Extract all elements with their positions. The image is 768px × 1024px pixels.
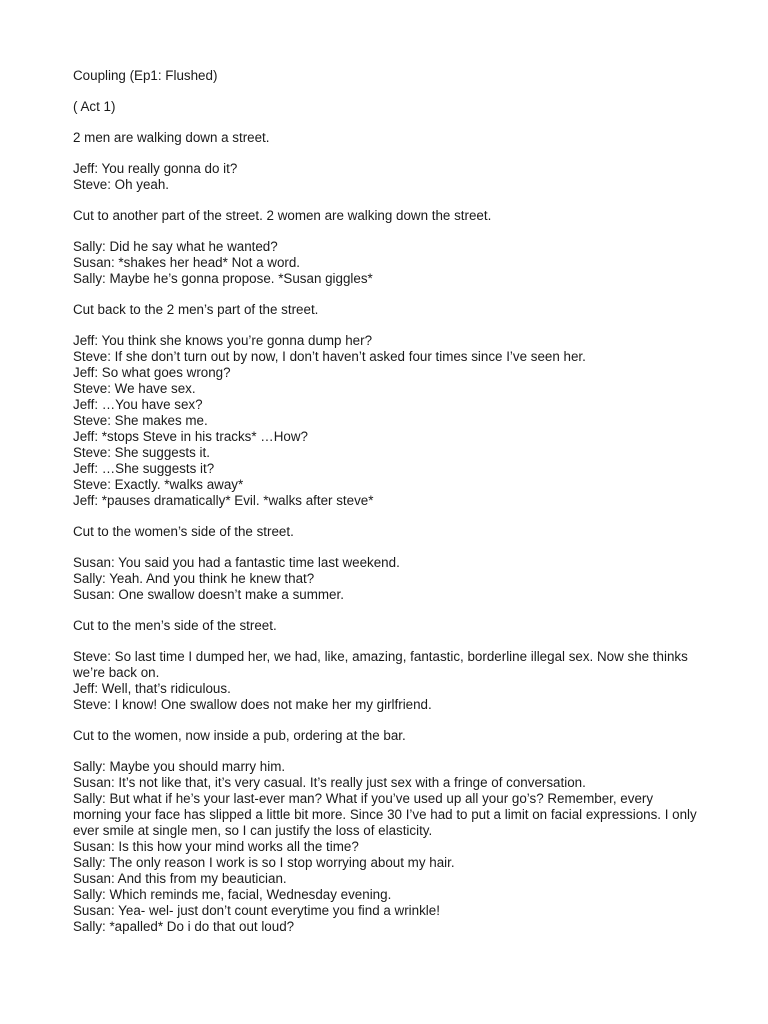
- dialogue-line: Sally: Did he say what he wanted?: [73, 239, 278, 254]
- stage-direction: [73, 302, 703, 318]
- dialogue-block: [73, 555, 703, 603]
- dialogue-line: Jeff: Well, that’s ridiculous.: [73, 681, 231, 696]
- dialogue-line: Sally: Maybe you should marry him.: [73, 759, 286, 774]
- stage-direction-text: Cut to the women’s side of the street.: [73, 524, 294, 539]
- stage-direction: [73, 130, 703, 146]
- act-heading-block: [73, 99, 703, 115]
- stage-direction: [73, 524, 703, 540]
- stage-direction-text: Cut to the men’s side of the street.: [73, 618, 277, 633]
- dialogue-line: Steve: Oh yeah.: [73, 177, 170, 192]
- dialogue-line: Jeff: You really gonna do it?: [73, 161, 238, 176]
- dialogue-line: Steve: She suggests it.: [73, 445, 210, 460]
- dialogue-block: [73, 333, 703, 509]
- dialogue-line: Sally: *apalled* Do i do that out loud?: [73, 919, 295, 934]
- stage-direction: [73, 728, 703, 744]
- dialogue-line: Sally: Which reminds me, facial, Wednesday evening.: [73, 887, 392, 902]
- dialogue-line: Steve: Exactly. *walks away*: [73, 477, 244, 492]
- dialogue-line: Jeff: …You have sex?: [73, 397, 203, 412]
- dialogue-line: Sally: But what if he’s your last-ever man? What if you’ve used up all your go’s? Remember, every morning your face has slipped a little bit more. Since 30 I’ve had to put a limit on facial expressions. I only ever smile at single men, so I can justify the loss of elasticity.: [73, 791, 697, 838]
- dialogue-line: Steve: So last time I dumped her, we had, like, amazing, fantastic, borderline illegal sex. Now she thinks we’re back on.: [73, 649, 688, 680]
- dialogue-line: Susan: And this from my beautician.: [73, 871, 287, 886]
- dialogue-line: Susan: Yea- wel- just don’t count everytime you find a wrinkle!: [73, 903, 440, 918]
- dialogue-block: [73, 649, 703, 713]
- stage-direction-text: 2 men are walking down a street.: [73, 130, 270, 145]
- dialogue-line: Steve: I know! One swallow does not make her my girlfriend.: [73, 697, 432, 712]
- dialogue-line: Steve: She makes me.: [73, 413, 208, 428]
- script-title-block: [73, 68, 703, 84]
- dialogue-line: Jeff: *stops Steve in his tracks* …How?: [73, 429, 308, 444]
- dialogue-line: Steve: If she don’t turn out by now, I don’t haven’t asked four times since I’ve seen her.: [73, 349, 586, 364]
- stage-direction-text: Cut to another part of the street. 2 women are walking down the street.: [73, 208, 492, 223]
- script-title: Coupling (Ep1: Flushed): [73, 68, 218, 83]
- stage-direction-text: Cut back to the 2 men’s part of the street.: [73, 302, 319, 317]
- dialogue-block: [73, 239, 703, 287]
- dialogue-line: Jeff: *pauses dramatically* Evil. *walks after steve*: [73, 493, 374, 508]
- script-body: [73, 68, 703, 950]
- dialogue-line: Susan: Is this how your mind works all the time?: [73, 839, 359, 854]
- dialogue-line: Susan: You said you had a fantastic time last weekend.: [73, 555, 400, 570]
- dialogue-line: Susan: It’s not like that, it’s very casual. It’s really just sex with a fringe of conversation.: [73, 775, 586, 790]
- dialogue-line: Susan: *shakes her head* Not a word.: [73, 255, 301, 270]
- act-heading: ( Act 1): [73, 99, 116, 114]
- dialogue-line: Sally: Yeah. And you think he knew that?: [73, 571, 315, 586]
- dialogue-line: Jeff: …She suggests it?: [73, 461, 215, 476]
- dialogue-line: Sally: Maybe he’s gonna propose. *Susan giggles*: [73, 271, 373, 286]
- dialogue-line: Jeff: You think she knows you’re gonna dump her?: [73, 333, 373, 348]
- stage-direction-text: Cut to the women, now inside a pub, ordering at the bar.: [73, 728, 406, 743]
- dialogue-line: Sally: The only reason I work is so I stop worrying about my hair.: [73, 855, 455, 870]
- dialogue-block: [73, 759, 703, 935]
- stage-direction: [73, 618, 703, 634]
- dialogue-block: [73, 161, 703, 193]
- dialogue-line: Steve: We have sex.: [73, 381, 196, 396]
- stage-direction: [73, 208, 703, 224]
- dialogue-line: Susan: One swallow doesn’t make a summer.: [73, 587, 344, 602]
- dialogue-line: Jeff: So what goes wrong?: [73, 365, 231, 380]
